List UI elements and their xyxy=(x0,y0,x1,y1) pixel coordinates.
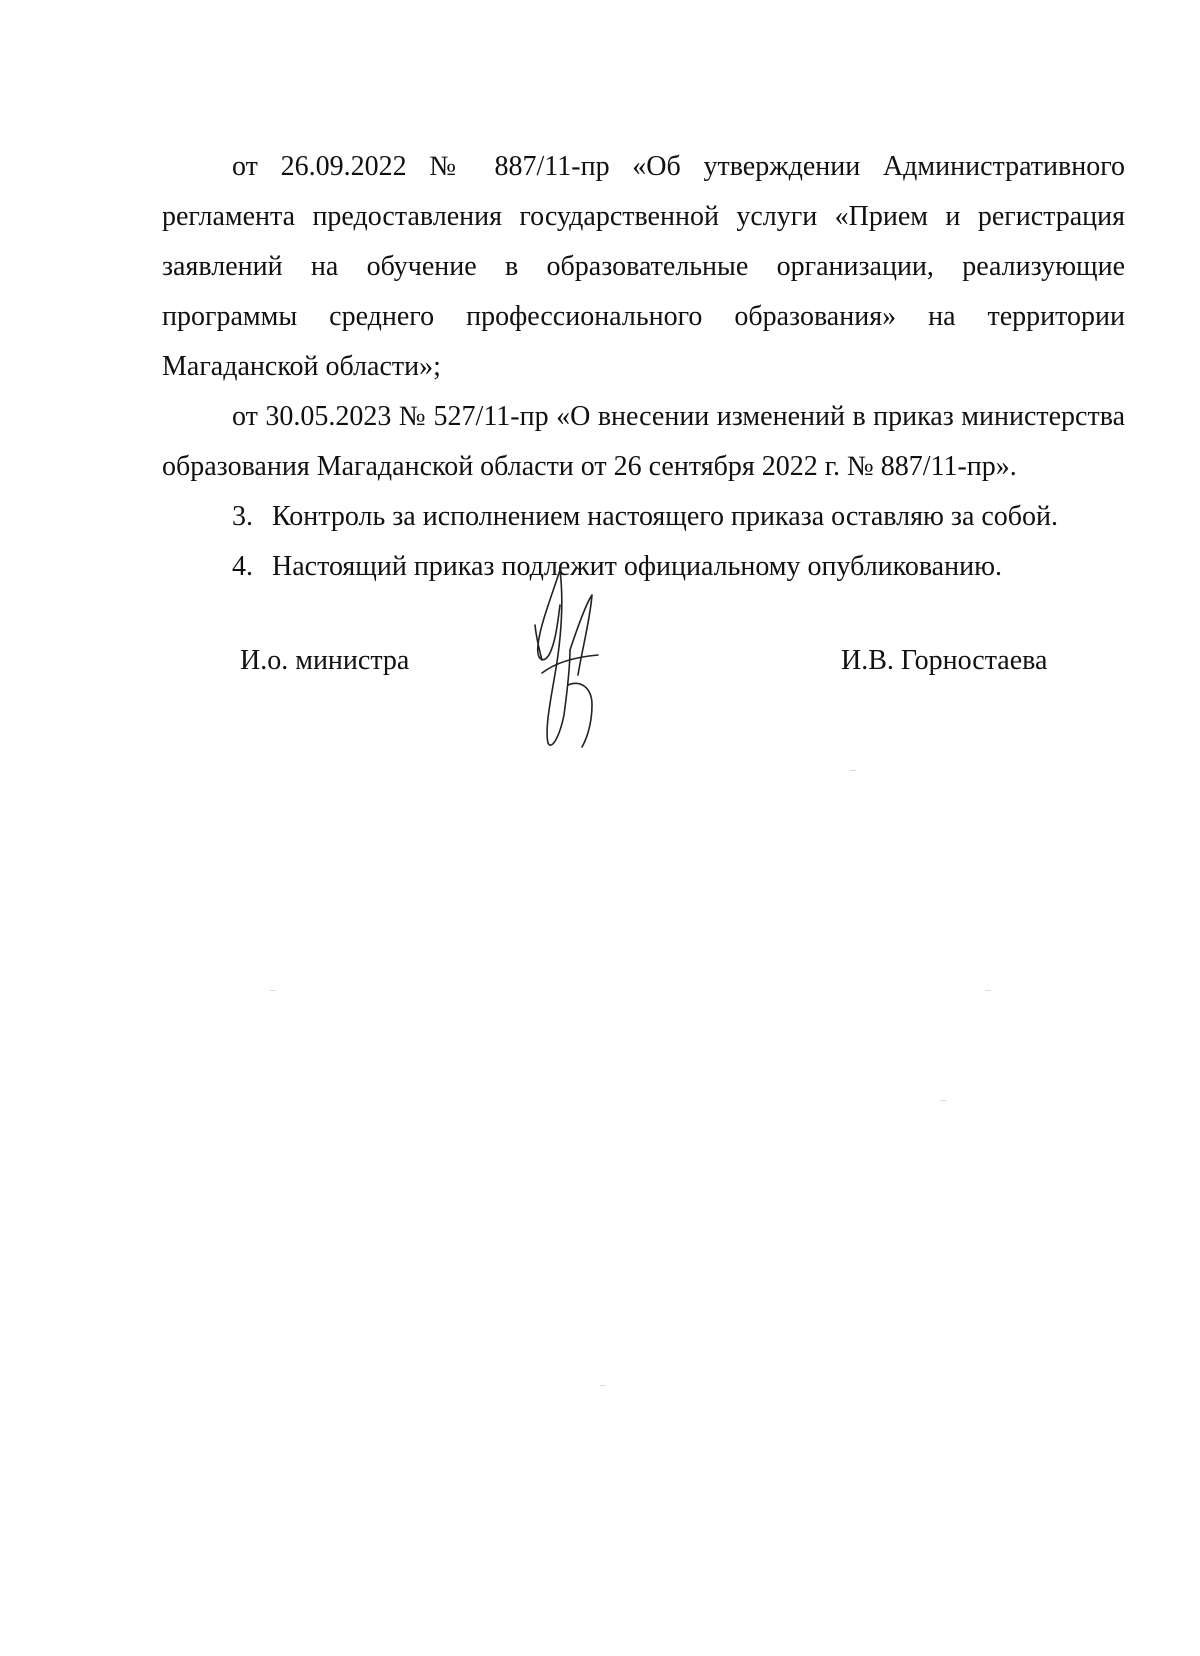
list-item-text: Контроль за исполнением настоящего приказа оставляю за собой. xyxy=(272,501,1059,532)
paragraph-order-2022: от 26.09.2022 № 887/11-пр «Об утверждении Административного регламента предоставления государственной услуги «Прием и регистрация заявлений на обучение в образовательные организации, реализующие программы среднего профессионального образования» на территории Магаданской области»; xyxy=(162,151,1125,382)
list-item-number: 3. xyxy=(232,501,253,532)
list-item-4 xyxy=(162,542,1125,592)
list-item-3 xyxy=(162,492,1125,542)
scan-artifact xyxy=(850,770,856,771)
list-item-number: 4. xyxy=(232,551,253,582)
scan-artifact xyxy=(600,1385,606,1386)
document-body xyxy=(162,142,1125,592)
handwritten-signature xyxy=(530,565,620,750)
scan-artifact xyxy=(940,1100,946,1101)
paragraph-order-2023: от 30.05.2023 № 527/11-пр «О внесении изменений в приказ министерства образования Магаданской области от 26 сентября 2022 г. № 887/11-пр». xyxy=(162,401,1125,482)
scan-artifact xyxy=(985,990,991,991)
scan-artifact xyxy=(270,990,276,991)
signatory-name: И.В. Горностаева xyxy=(841,645,1048,676)
signatory-position: И.о. министра xyxy=(240,645,410,676)
list-item-text: Настоящий приказ подлежит официальному опубликованию. xyxy=(272,551,1002,582)
